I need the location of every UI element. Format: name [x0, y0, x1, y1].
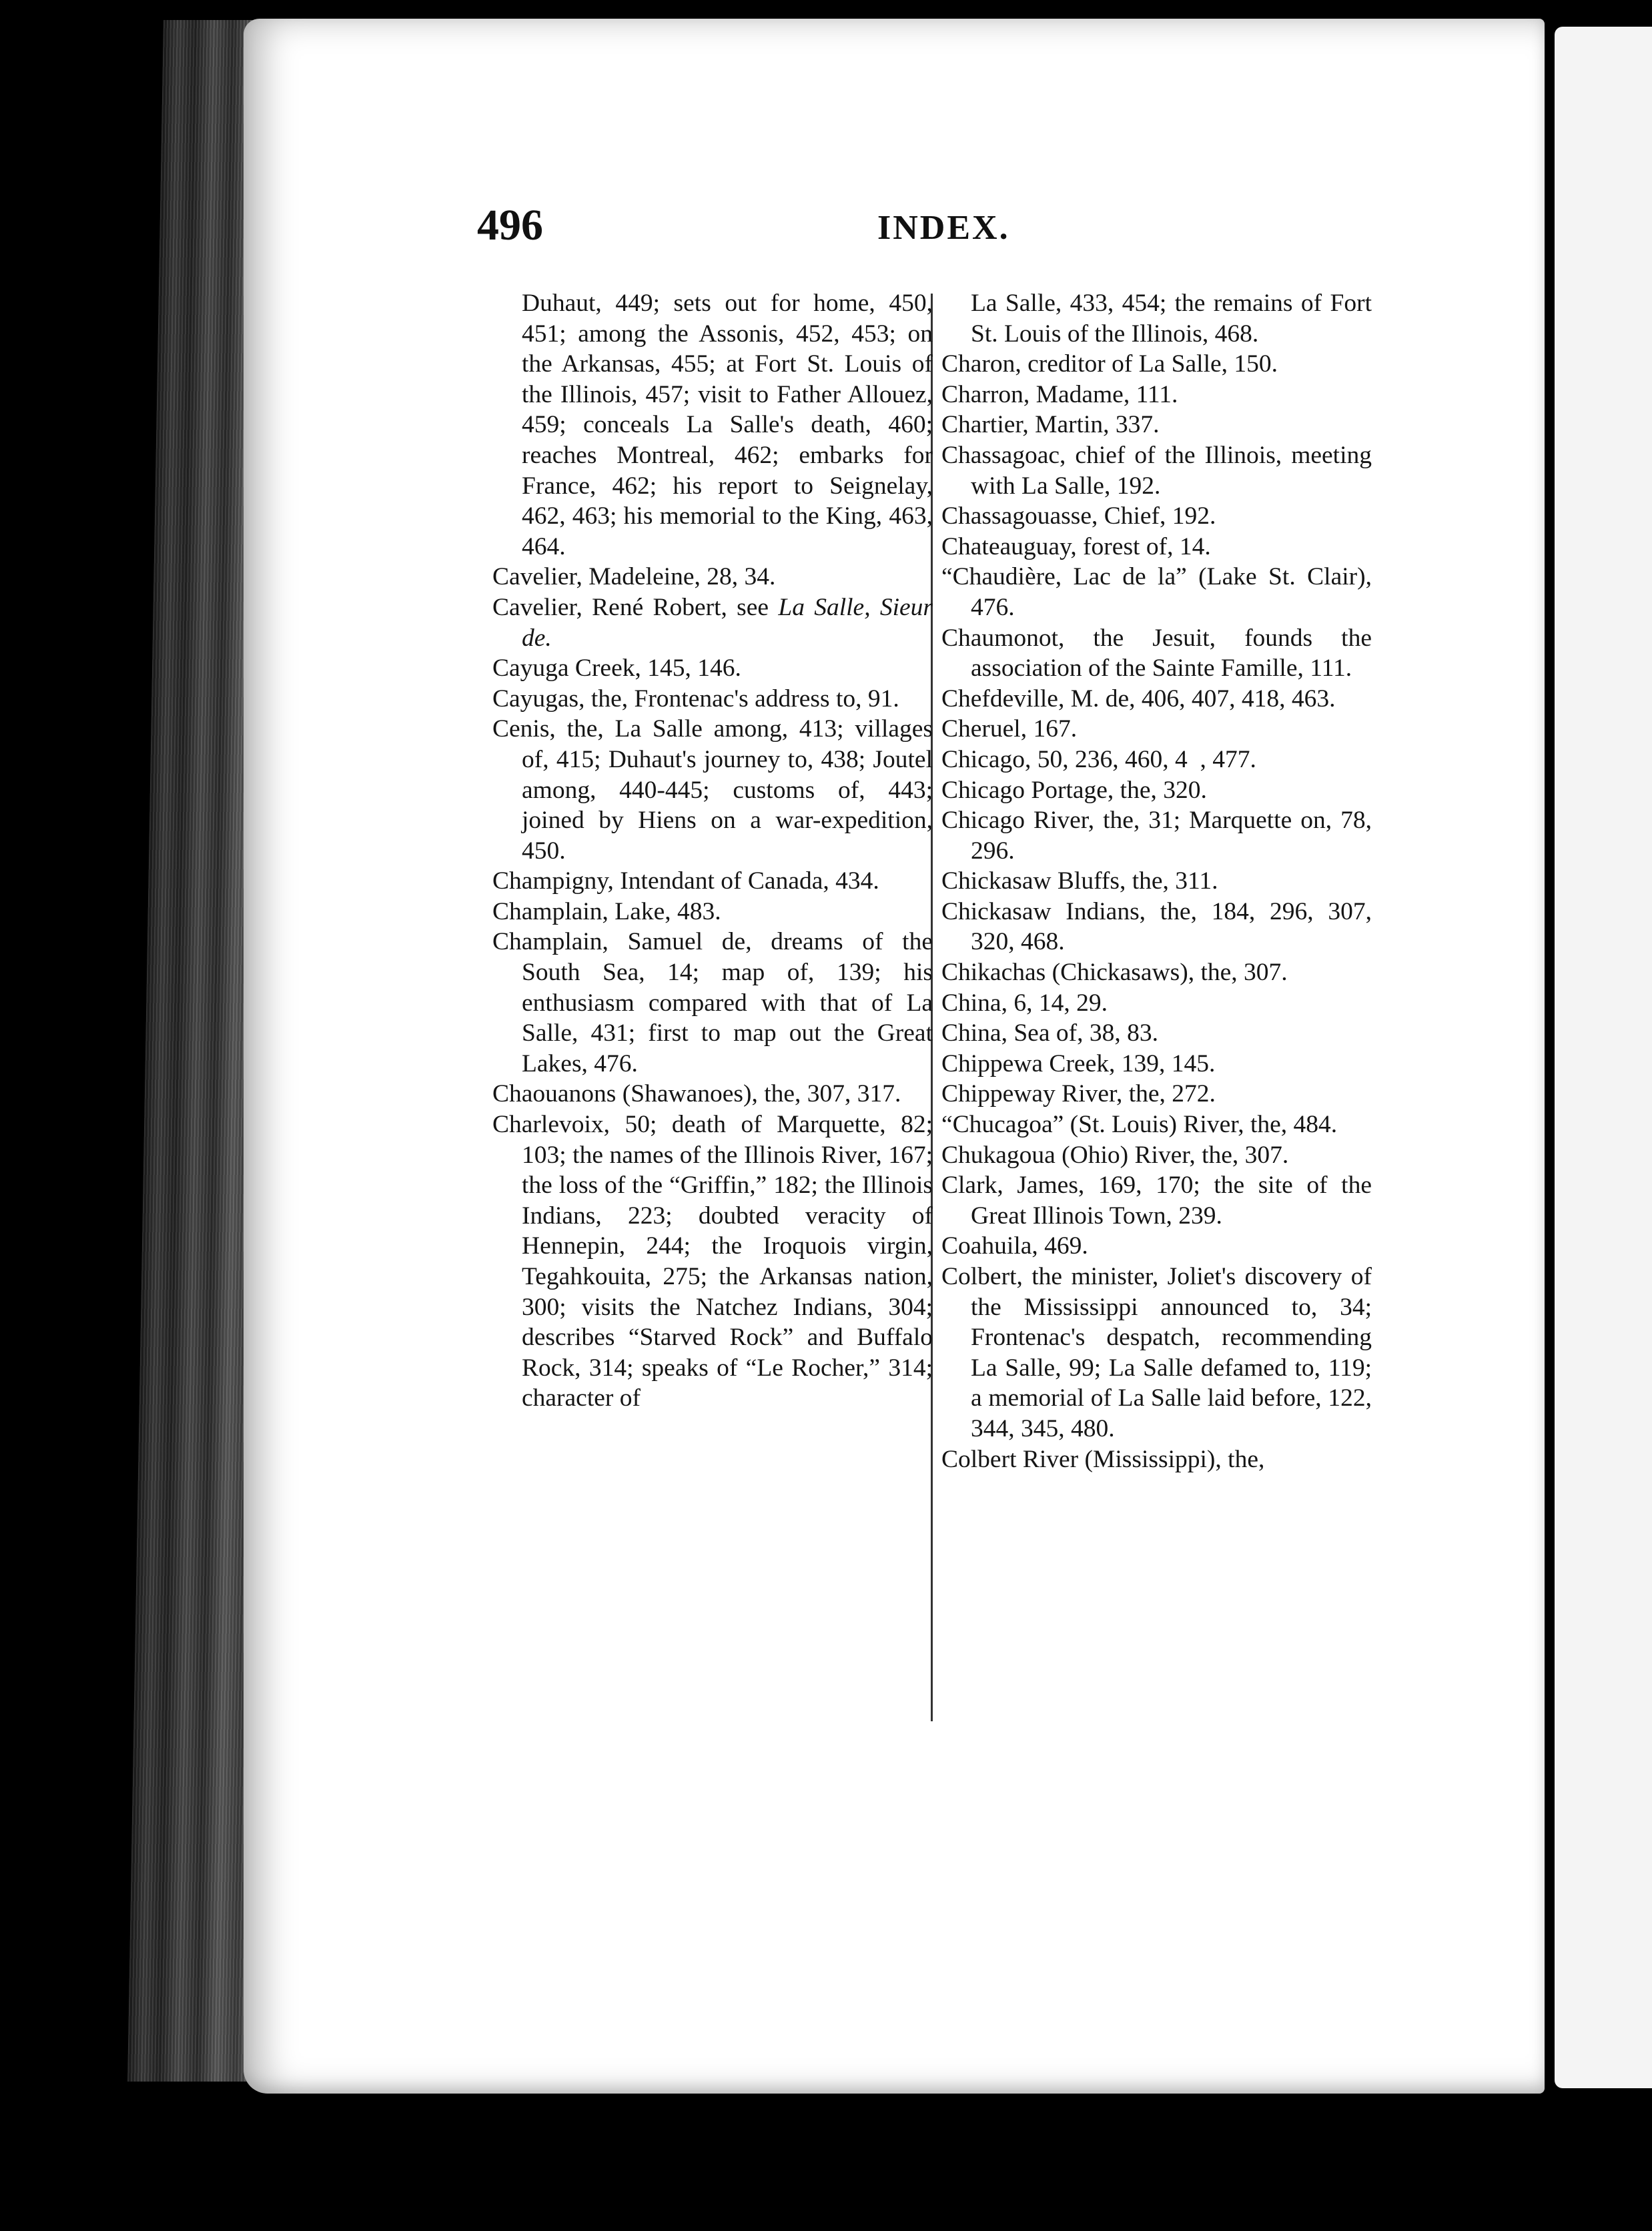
- index-entry: “Chucagoa” (St. Louis) River, the, 484.: [941, 1111, 1338, 1139]
- index-entry: Chukagoua (Ohio) River, the, 307.: [941, 1141, 1289, 1169]
- index-entry: Chaumonot, the Jesuit, founds the association of the Sainte Famille, 111.: [941, 624, 1372, 683]
- index-entry: Cheruel, 167.: [941, 715, 1078, 743]
- index-entry: Colbert, the minister, Joliet's discovery of the Mississippi announced to, 34; Frontenac's despatch, recommending La Salle, 99; La Salle defamed to, 119; a memorial of La Salle laid before, 122, 344, 345, 480.: [941, 1263, 1372, 1442]
- index-entry: Chateauguay, forest of, 14.: [941, 532, 1211, 560]
- facing-page-edge: [1555, 27, 1652, 2088]
- index-entry: Chicago Portage, the, 320.: [941, 776, 1207, 804]
- index-entry: Chicago River, the, 31; Marquette on, 78, 296.: [941, 807, 1372, 865]
- index-entry: Chicago, 50, 236, 460, 4 , 477.: [941, 745, 1256, 773]
- index-entry: Clark, James, 169, 170; the site of the Great Illinois Town, 239.: [941, 1172, 1372, 1230]
- index-entry: Chaouanons (Shawanoes), the, 307, 317.: [492, 1080, 901, 1108]
- index-entry: China, 6, 14, 29.: [941, 989, 1108, 1017]
- index-entry: Chippewa Creek, 139, 145.: [941, 1049, 1216, 1077]
- index-entry: Charon, creditor of La Salle, 150.: [941, 350, 1278, 378]
- index-entry: Chickasaw Indians, the, 184, 296, 307, 320, 468.: [941, 897, 1372, 956]
- index-entry: La Salle, 433, 454; the remains of Fort St. Louis of the Illinois, 468.: [971, 290, 1372, 348]
- index-entry: Charlevoix, 50; death of Marquette, 82; 103; the names of the Illinois River, 167; the loss of the “Griffin,” 182; the Illinois Indians, 223; doubted veracity of Hennepin, 244; the Iroquois virgin, Tegahkouita, 275; the Arkansas nation, 300; visits the Natchez Indians, 304; describes “Starved Rock” and Buffalo Rock, 314; speaks of “Le Rocher,” 314; character of: [492, 1111, 933, 1412]
- index-entry: Charron, Madame, 111.: [941, 380, 1178, 408]
- index-entry: Champlain, Lake, 483.: [492, 897, 721, 925]
- index-entry: Chikachas (Chickasaws), the, 307.: [941, 959, 1288, 987]
- index-entry: Chassagouasse, Chief, 192.: [941, 502, 1216, 530]
- page-header: [477, 200, 1010, 264]
- index-column-left: [492, 288, 933, 1414]
- cross-reference: La Salle, Sieur de.: [522, 593, 933, 652]
- index-entry: Coahuila, 469.: [941, 1232, 1088, 1260]
- index-entry: Cayugas, the, Frontenac's address to, 91.: [492, 685, 899, 713]
- entry-text: Cavelier, René Robert, see: [492, 593, 779, 621]
- page-number: 496: [477, 201, 543, 250]
- index-column-right: [929, 288, 1372, 1474]
- index-entry: [492, 592, 933, 653]
- index-entry: Duhaut, 449; sets out for home, 450, 451; among the Assonis, 452, 453; on the Arkansas, 455; at Fort St. Louis of the Illinois, 457; visit to Father Allouez, 459; conceals La Salle's death, 460; reaches Montreal, 462; embarks for France, 462; his report to Seignelay, 462, 463; his memorial to the King, 463, 464.: [522, 290, 933, 560]
- index-entry: Cayuga Creek, 145, 146.: [492, 654, 741, 683]
- index-entry: Colbert River (Mississippi), the,: [941, 1445, 1265, 1473]
- index-entry: China, Sea of, 38, 83.: [941, 1019, 1158, 1047]
- index-entry: Champlain, Samuel de, dreams of the South Sea, 14; map of, 139; his enthusiasm compared with that of La Salle, 431; first to map out the Great Lakes, 476.: [492, 928, 933, 1077]
- index-entry: Chickasaw Bluffs, the, 311.: [941, 867, 1218, 895]
- running-head: INDEX.: [877, 209, 1010, 247]
- index-entry: Cavelier, Madeleine, 28, 34.: [492, 563, 776, 591]
- index-entry: Champigny, Intendant of Canada, 434.: [492, 867, 879, 895]
- index-entry: Chefdeville, M. de, 406, 407, 418, 463.: [941, 685, 1336, 713]
- index-entry: Cenis, the, La Salle among, 413; villages of, 415; Duhaut's journey to, 438; Joutel among, 440-445; customs of, 443; joined by Hiens on a war-expedition, 450.: [492, 715, 933, 865]
- index-entry: Chippeway River, the, 272.: [941, 1080, 1216, 1108]
- index-entry: Chassagoac, chief of the Illinois, meeting with La Salle, 192.: [941, 441, 1372, 500]
- index-entry: Chartier, Martin, 337.: [941, 411, 1160, 439]
- index-entry: “Chaudière, Lac de la” (Lake St. Clair), 476.: [941, 563, 1372, 621]
